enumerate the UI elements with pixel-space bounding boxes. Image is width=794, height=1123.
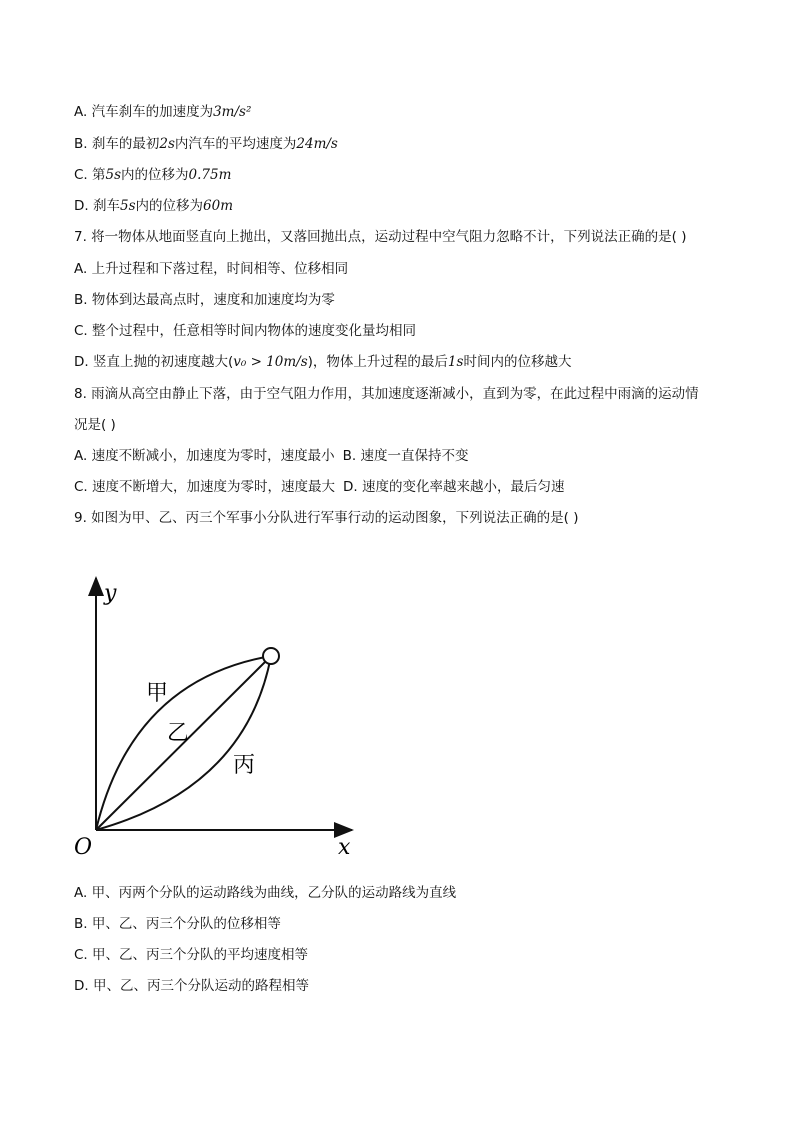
q6-option-b-math: 2s bbox=[159, 136, 175, 152]
q6-option-a-math: 3m/s² bbox=[213, 104, 252, 120]
q9-option-d: D. 甲、乙、丙三个分队运动的路程相等 bbox=[74, 978, 309, 994]
q6-option-a-text: A. 汽车刹车的加速度为 bbox=[74, 104, 214, 120]
q6-option-c-mid: 内的位移为 bbox=[121, 167, 189, 183]
q7-option-c: C. 整个过程中，任意相等时间内物体的速度变化量均相同 bbox=[74, 323, 417, 339]
q9-motion-diagram bbox=[66, 570, 366, 862]
q6-option-c bbox=[74, 166, 231, 184]
label-jia: 甲 bbox=[146, 681, 169, 706]
q9-option-c: C. 甲、乙、丙三个分队的平均速度相等 bbox=[74, 947, 309, 963]
q8-option-b: B. 速度一直保持不变 bbox=[342, 448, 469, 464]
q7-stem: 7. 将一物体从地面竖直向上抛出，又落回抛出点，运动过程中空气阻力忽略不计，下列说法正确的是( ) bbox=[74, 229, 687, 245]
q8-options-ab bbox=[74, 447, 476, 465]
q7-option-d-prefix: D. 竖直上抛的初速度越大( bbox=[74, 354, 234, 370]
q6-option-c-text: C. 第 bbox=[74, 167, 106, 183]
q6-option-b bbox=[74, 135, 338, 153]
q6-option-a bbox=[74, 103, 251, 121]
origin-label: O bbox=[74, 835, 93, 860]
q9-option-a: A. 甲、丙两个分队的运动路线为曲线，乙分队的运动路线为直线 bbox=[74, 885, 457, 901]
x-axis-label: x bbox=[338, 835, 351, 860]
q6-option-b-text: B. 刹车的最初 bbox=[74, 136, 160, 152]
q9-stem: 9. 如图为甲、乙、丙三个军事小分队进行军事行动的运动图象，下列说法正确的是( ) bbox=[74, 510, 579, 526]
q8-option-c: C. 速度不断增大，加速度为零时，速度最大 bbox=[74, 479, 336, 495]
q6-option-d-text: D. 刹车 bbox=[74, 198, 120, 214]
q8-option-a: A. 速度不断减小，加速度为零时，速度最小 bbox=[74, 448, 335, 464]
q6-option-d-mid: 内的位移为 bbox=[135, 198, 204, 214]
q9-option-b: B. 甲、乙、丙三个分队的位移相等 bbox=[74, 916, 281, 932]
q7-option-d bbox=[74, 353, 571, 371]
q7-option-d-math2: 1s bbox=[447, 354, 464, 370]
q6-option-d bbox=[74, 197, 233, 215]
label-yi: 乙 bbox=[167, 721, 190, 746]
label-bing: 丙 bbox=[233, 753, 256, 778]
q6-option-b-math2: 24m/s bbox=[296, 136, 338, 152]
q6-option-d-math2: 60m bbox=[203, 198, 233, 214]
y-axis-label: y bbox=[104, 581, 117, 606]
q7-option-b: B. 物体到达最高点时，速度和加速度均为零 bbox=[74, 292, 335, 308]
q7-option-d-suffix: 时间内的位移越大 bbox=[463, 354, 572, 370]
q8-stem-line1: 8. 雨滴从高空由静止下落，由于空气阻力作用，其加速度逐渐减小，直到为零，在此过程中雨滴的运动情 bbox=[74, 386, 699, 402]
q8-option-d: D. 速度的变化率越来越小，最后匀速 bbox=[343, 479, 565, 495]
q8-stem-line2: 况是( ) bbox=[74, 417, 116, 433]
q6-option-d-math: 5s bbox=[119, 198, 136, 214]
q6-option-b-mid: 内汽车的平均速度为 bbox=[174, 136, 297, 152]
q7-option-d-mid: )，物体上升过程的最后 bbox=[307, 354, 448, 370]
q6-option-c-math: 5s bbox=[105, 167, 122, 183]
q7-option-d-math: v₀ > 10m/s bbox=[233, 354, 308, 370]
q8-options-cd bbox=[74, 478, 573, 496]
endpoint-circle bbox=[263, 648, 279, 664]
q6-option-c-math2: 0.75m bbox=[188, 167, 232, 183]
q7-option-a: A. 上升过程和下落过程，时间相等、位移相同 bbox=[74, 261, 349, 277]
